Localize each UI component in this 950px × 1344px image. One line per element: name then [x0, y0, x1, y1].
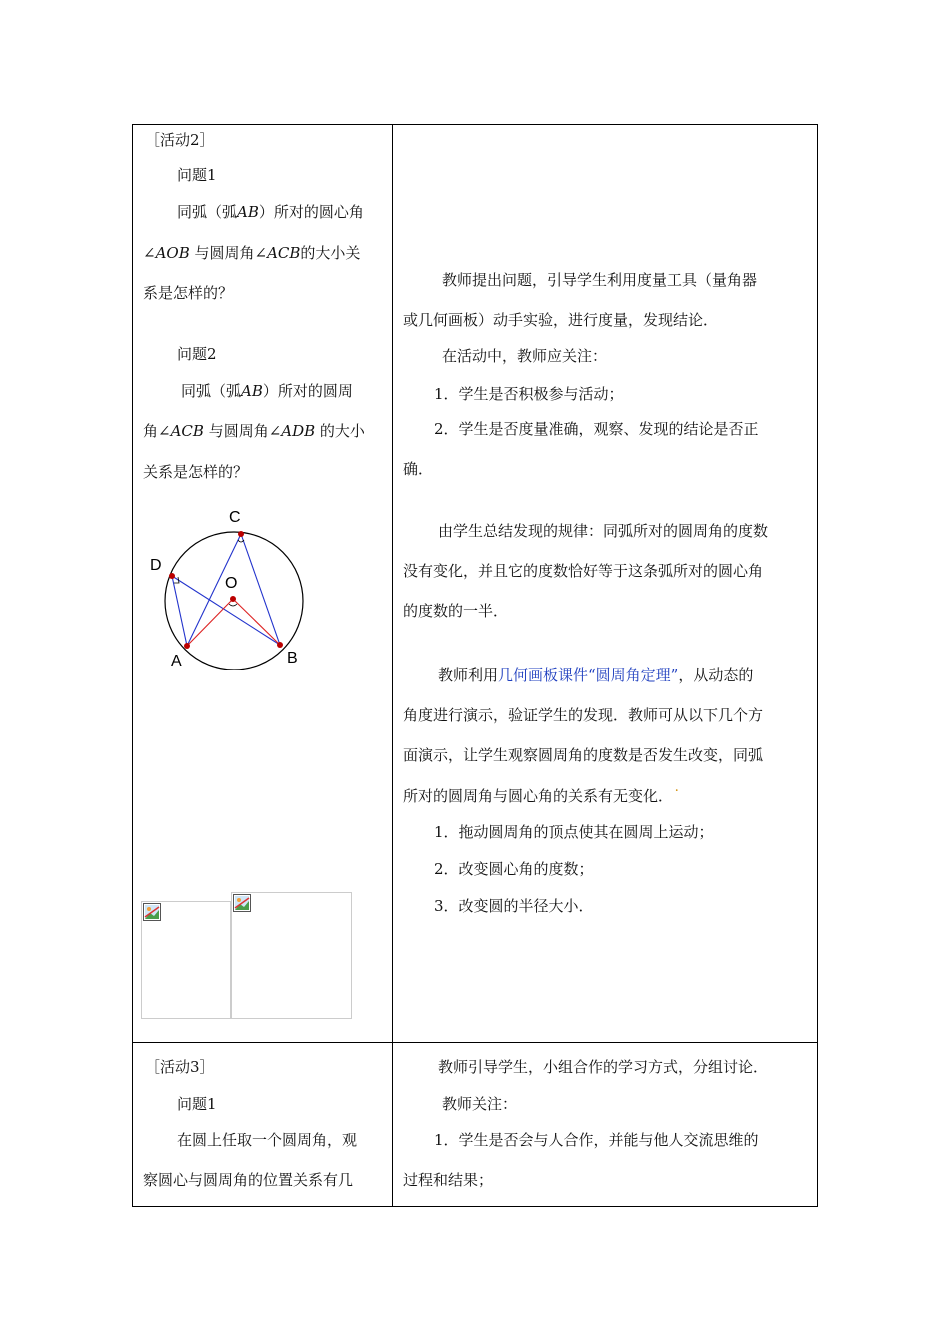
activity2-q1-line2: ∠AOB 与圆周角∠ACB的大小关 [143, 244, 361, 262]
chord-cb [241, 534, 280, 645]
activity2-title: ［活动2］ [145, 131, 215, 149]
activity2-right-p1-line1: 教师提出问题，引导学生利用度量工具（量角器 [442, 271, 758, 289]
activity3-q1-line2: 察圆心与圆周角的位置关系有几 [143, 1171, 354, 1189]
activity3-right-p2: 教师关注： [442, 1095, 518, 1113]
radius-ob [233, 599, 280, 645]
activity2-right-li3: 1．拖动圆周角的顶点使其在圆周上运动； [434, 823, 714, 841]
image-placeholder [141, 901, 231, 1019]
activity2-q1-label: 问题1 [177, 166, 217, 184]
activity2-right-p2: 在活动中，教师应关注： [442, 347, 608, 365]
activity2-right-p4-line3: 面演示，让学生观察圆周角的度数是否发生改变，同弧 [403, 746, 764, 764]
point-a [184, 643, 190, 649]
activity2-q2-line1: 同弧（弧AB）所对的圆周 [181, 382, 353, 400]
radius-oa [187, 599, 233, 646]
activity2-right-p4-line2: 角度进行演示，验证学生的发现．教师可从以下几个方 [403, 706, 764, 724]
point-b [277, 642, 283, 648]
activity2-right-p3-line3: 的度数的一半． [403, 602, 509, 620]
activity2-right-p4-line4: 所对的圆周角与圆心角的关系有无变化．˙ [403, 787, 681, 805]
activity2-right-p3-line2: 没有变化，并且它的度数恰好等于这条弧所对的圆心角 [403, 562, 764, 580]
activity2-q1-line3: 系是怎样的？ [143, 284, 234, 302]
column-divider [392, 125, 393, 1206]
broken-image-icon [143, 903, 161, 921]
point-o [230, 596, 236, 602]
activity2-right-li1: 1．学生是否积极参与活动； [434, 385, 624, 403]
label-a: A [171, 653, 182, 670]
circle-angle-figure [143, 500, 313, 670]
activity3-right-li1-line2: 过程和结果； [403, 1171, 494, 1189]
row-divider [133, 1042, 817, 1043]
angle-mark-o [229, 604, 237, 606]
activity2-right-li2-line2: 确． [403, 460, 434, 478]
courseware-link[interactable]: 几何画板课件“圆周角定理” [498, 666, 679, 684]
activity2-right-p1-line2: 或几何画板）动手实验，进行度量，发现结论． [403, 311, 719, 329]
activity2-q1-line1: 同弧（弧AB）所对的圆心角 [177, 203, 364, 221]
activity3-right-li1-line1: 1．学生是否会与人合作，并能与他人交流思维的 [434, 1131, 759, 1149]
activity2-right-p3-line1: 由学生总结发现的规律：同弧所对的圆周角的度数 [438, 522, 769, 540]
activity2-right-li4: 2．改变圆心角的度数； [434, 860, 594, 878]
point-d [169, 573, 175, 579]
activity2-right-li5: 3．改变圆的半径大小． [434, 897, 594, 915]
activity3-q1-line1: 在圆上任取一个圆周角，观 [177, 1131, 358, 1149]
activity3-title: ［活动3］ [145, 1058, 215, 1076]
activity2-right-p4-line1: 教师利用几何画板课件“圆周角定理”，从动态的 [438, 666, 754, 684]
activity2-q2-line2: 角∠ACB 与圆周角∠ADB 的大小 [143, 422, 365, 440]
broken-image-icon [233, 894, 251, 912]
activity3-q1-label: 问题1 [177, 1095, 217, 1113]
activity3-right-p1: 教师引导学生，小组合作的学习方式，分组讨论． [438, 1058, 769, 1076]
lesson-table [132, 124, 818, 1207]
point-c [238, 531, 244, 537]
activity2-right-li2-line1: 2．学生是否度量准确，观察、发现的结论是否正 [434, 420, 759, 438]
label-b: B [287, 650, 298, 667]
activity2-q2-line3: 关系是怎样的？ [143, 463, 249, 481]
label-c: C [229, 509, 241, 526]
image-placeholder [231, 892, 352, 1019]
label-d: D [150, 557, 162, 574]
label-o: O [225, 575, 238, 592]
activity2-q2-label: 问题2 [177, 345, 217, 363]
